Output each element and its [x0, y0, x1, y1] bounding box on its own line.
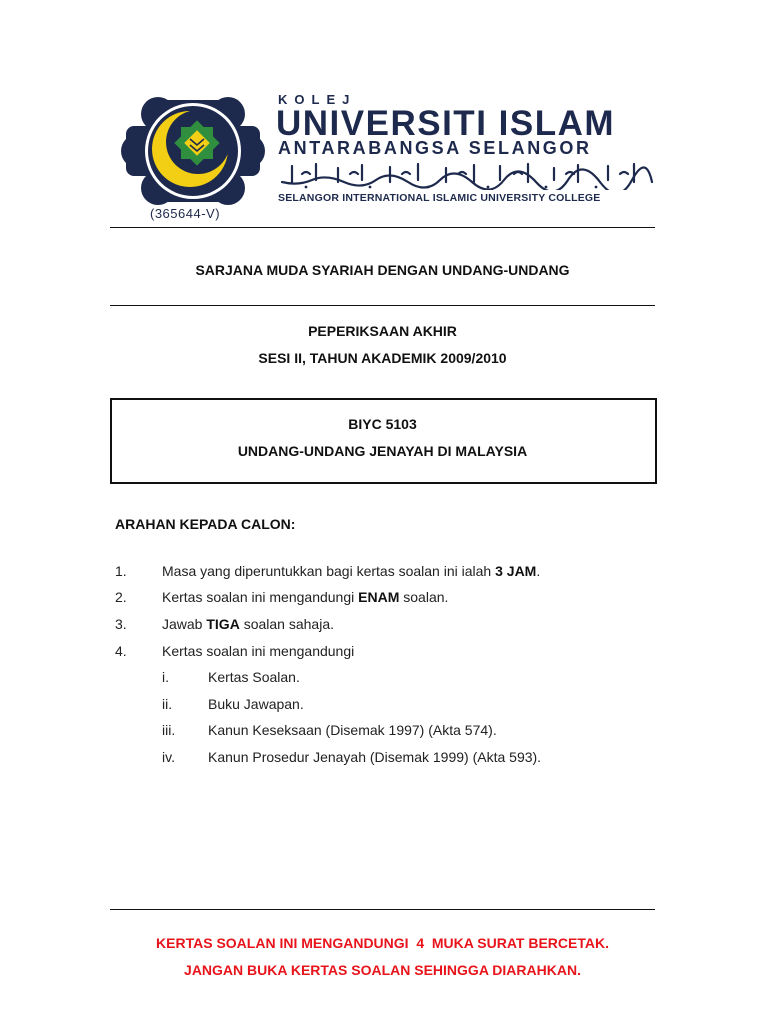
subitem-number: ii.	[162, 696, 173, 712]
instructions-heading: ARAHAN KEPADA CALON:	[115, 516, 296, 532]
programme-title: SARJANA MUDA SYARIAH DENGAN UNDANG-UNDANG	[195, 262, 570, 278]
subitem-text: Kanun Prosedur Jenayah (Disemak 1999) (Akta 593).	[208, 749, 542, 765]
course-code: BIYC 5103	[348, 416, 417, 432]
arabic-text: الكلية الجامعية الإسلامية العالمية بسلانجور	[278, 160, 296, 161]
exam-title: PEPERIKSAAN AKHIR	[308, 323, 457, 339]
divider-top	[110, 227, 655, 228]
divider-middle	[110, 305, 655, 306]
course-box	[110, 398, 657, 484]
subitem-text: Kertas Soalan.	[208, 669, 300, 685]
subitem-number: iii.	[162, 722, 176, 738]
logo-antarabangsa-text: ANTARABANGSA SELANGOR	[278, 138, 592, 158]
university-emblem-icon	[118, 92, 268, 210]
exam-session: SESI II, TAHUN AKADEMIK 2009/2010	[258, 350, 507, 366]
university-logo	[118, 92, 663, 226]
instruction-text: Jawab TIGA soalan sahaja.	[162, 616, 334, 632]
logo-english-text: SELANGOR INTERNATIONAL ISLAMIC UNIVERSITY COLLEGE	[278, 192, 601, 204]
instruction-number: 1.	[115, 563, 127, 579]
divider-bottom	[110, 909, 655, 910]
course-name: UNDANG-UNDANG JENAYAH DI MALAYSIA	[237, 443, 528, 459]
instruction-number: 2.	[115, 589, 127, 605]
instruction-number: 3.	[115, 616, 127, 632]
page-count-warning: KERTAS SOALAN INI MENGANDUNGI 4 MUKA SURAT BERCETAK.	[156, 935, 609, 951]
logo-arabic-calligraphy	[278, 160, 656, 190]
registration-number: (365644-V)	[150, 206, 221, 221]
logo-university-text: UNIVERSITI ISLAM	[276, 104, 616, 143]
subitem-number: i.	[162, 669, 169, 685]
subitem-text: Kanun Keseksaan (Disemak 1997) (Akta 574).	[208, 722, 497, 738]
instruction-text: Kertas soalan ini mengandungi	[162, 643, 355, 659]
instruction-text: Masa yang diperuntukkan bagi kertas soalan ini ialah 3 JAM.	[162, 563, 541, 579]
instruction-number: 4.	[115, 643, 127, 659]
logo-kolej-text: KOLEJ	[278, 92, 357, 107]
instruction-text: Kertas soalan ini mengandungi ENAM soalan.	[162, 589, 449, 605]
subitem-text: Buku Jawapan.	[208, 696, 304, 712]
subitem-number: iv.	[162, 749, 175, 765]
do-not-open-warning: JANGAN BUKA KERTAS SOALAN SEHINGGA DIARAHKAN.	[184, 962, 581, 978]
